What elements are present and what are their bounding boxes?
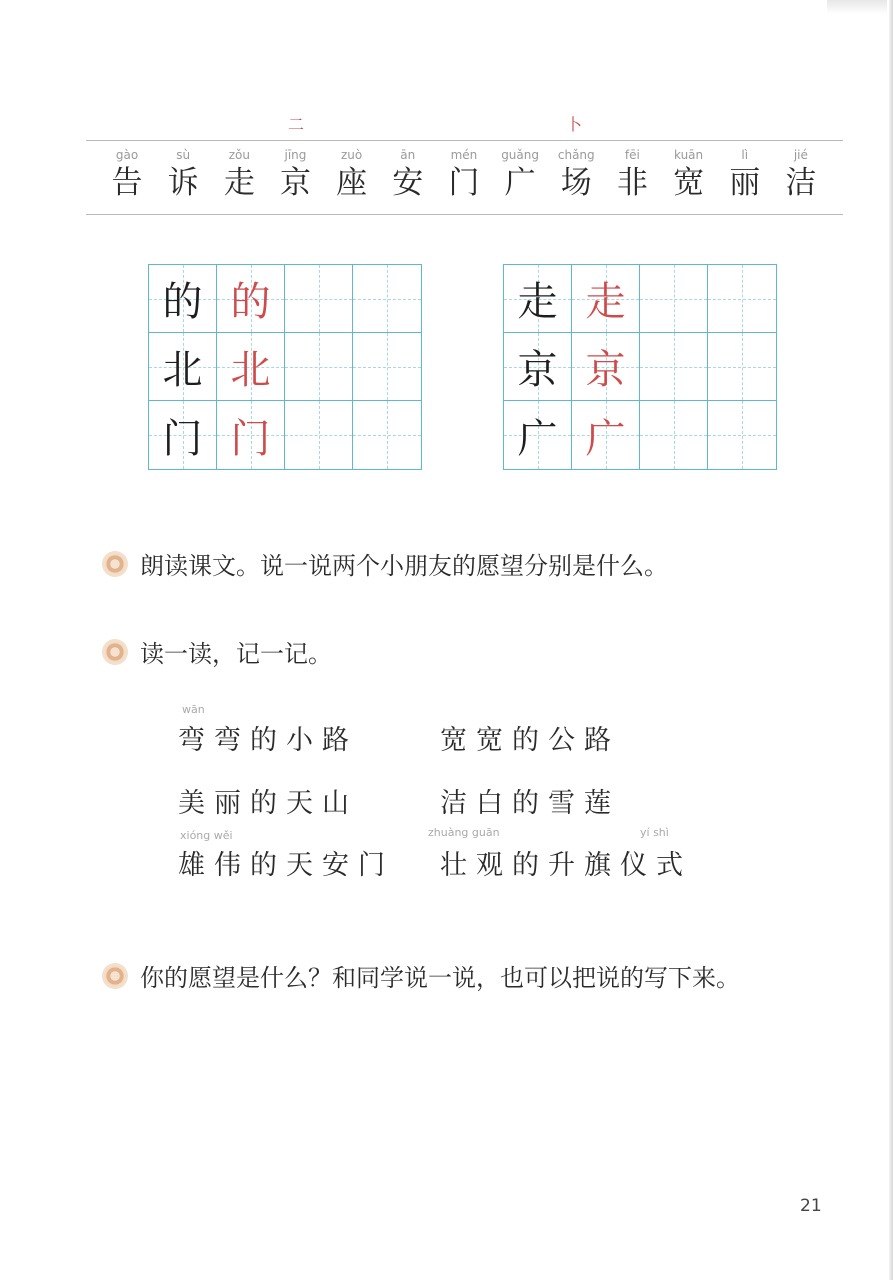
phrase-pinyin: yí shì	[640, 826, 669, 839]
task-2	[104, 634, 332, 669]
grid-cell-trace	[572, 265, 640, 333]
grid-cell-trace	[217, 265, 285, 333]
model-character: 北	[162, 347, 203, 393]
character-pinyin: kuān	[673, 148, 704, 162]
trace-character: 的	[230, 279, 271, 325]
character-hanzi: 告	[111, 165, 143, 201]
header-top-rule	[86, 140, 843, 141]
new-character	[609, 146, 655, 202]
character-pinyin: ān	[400, 148, 416, 162]
trace-character: 门	[230, 415, 271, 462]
character-hanzi: 广	[504, 165, 536, 201]
grid-cell-model	[504, 401, 572, 469]
writing-grid-right	[503, 264, 777, 470]
grid-cell-empty[interactable]	[640, 333, 708, 401]
character-pinyin: sù	[176, 148, 191, 162]
character-hanzi: 走	[223, 165, 255, 201]
new-character	[104, 146, 150, 202]
model-character: 门	[162, 415, 203, 462]
task-bullet-icon	[104, 641, 126, 663]
phrase: 美丽的天山	[178, 788, 358, 819]
model-character: 京	[517, 347, 558, 393]
new-character	[385, 146, 431, 202]
character-pinyin: zuò	[341, 148, 363, 162]
phrase: 雄伟的天安门	[178, 850, 394, 881]
character-hanzi: 场	[560, 165, 592, 201]
grid-cell-model	[149, 333, 217, 401]
phrase: 弯弯的小路	[178, 725, 358, 756]
header-mark: 二	[288, 115, 305, 134]
grid-cell-empty[interactable]	[640, 401, 708, 469]
phrase: 壮观的升旗仪式	[440, 850, 692, 881]
trace-character: 广	[585, 415, 626, 462]
new-character	[553, 146, 599, 202]
character-hanzi: 洁	[785, 165, 817, 201]
writing-grid-left	[148, 264, 422, 470]
new-character	[216, 146, 262, 202]
new-character	[497, 146, 543, 202]
model-character: 广	[517, 415, 558, 462]
task-1	[104, 546, 668, 581]
trace-character: 走	[585, 279, 626, 325]
grid-cell-empty[interactable]	[708, 333, 776, 401]
character-hanzi: 安	[392, 165, 424, 201]
header-bottom-rule	[86, 214, 843, 215]
grid-cell-empty[interactable]	[640, 265, 708, 333]
model-character: 的	[162, 279, 203, 325]
grid-cell-empty[interactable]	[708, 265, 776, 333]
new-character	[722, 146, 768, 202]
phrase: 宽宽的公路	[440, 725, 620, 756]
task-bullet-icon	[104, 553, 126, 575]
task-bullet-icon	[104, 965, 126, 987]
character-pinyin: jié	[793, 148, 808, 162]
phrase: 洁白的雪莲	[440, 788, 620, 819]
new-character	[329, 146, 375, 202]
character-pinyin: chǎng	[557, 148, 595, 162]
character-pinyin: gào	[115, 148, 139, 162]
phrase-pinyin: zhuàng guān	[428, 826, 500, 839]
grid-cell-trace	[217, 333, 285, 401]
header-mark: 卜	[566, 115, 583, 134]
grid-cell-trace	[217, 401, 285, 469]
trace-character: 北	[230, 347, 271, 393]
character-pinyin: jīng	[284, 148, 307, 162]
character-pinyin: zǒu	[228, 148, 250, 162]
grid-cell-empty[interactable]	[353, 265, 421, 333]
grid-cell-model	[149, 265, 217, 333]
page-edge	[889, 0, 893, 1280]
grid-cell-empty[interactable]	[353, 333, 421, 401]
grid-cell-empty[interactable]	[285, 265, 353, 333]
task-1-text: 朗读课文。说一说两个小朋友的愿望分别是什么。	[140, 552, 668, 580]
character-hanzi: 非	[616, 165, 648, 201]
new-character-list	[104, 146, 824, 202]
character-hanzi: 门	[448, 165, 480, 201]
task-3	[104, 958, 740, 993]
new-character	[441, 146, 487, 202]
grid-cell-model	[149, 401, 217, 469]
character-pinyin: lì	[741, 148, 749, 162]
trace-character: 京	[585, 347, 626, 393]
phrase-pinyin: wān	[182, 703, 205, 716]
character-pinyin: fēi	[624, 148, 640, 162]
new-character	[778, 146, 824, 202]
grid-cell-trace	[572, 333, 640, 401]
character-hanzi: 丽	[729, 165, 761, 201]
page-number: 21	[800, 1196, 822, 1216]
model-character: 走	[517, 279, 558, 325]
grid-cell-model	[504, 333, 572, 401]
character-hanzi: 座	[336, 165, 368, 201]
character-pinyin: mén	[450, 148, 478, 162]
new-character	[160, 146, 206, 202]
character-pinyin: guǎng	[501, 148, 539, 162]
grid-cell-empty[interactable]	[708, 401, 776, 469]
new-character	[272, 146, 318, 202]
grid-cell-model	[504, 265, 572, 333]
grid-cell-trace	[572, 401, 640, 469]
grid-cell-empty[interactable]	[285, 401, 353, 469]
corner-mark	[827, 0, 887, 14]
character-hanzi: 诉	[167, 165, 199, 201]
character-hanzi: 京	[279, 165, 311, 201]
grid-cell-empty[interactable]	[285, 333, 353, 401]
new-character	[666, 146, 712, 202]
task-3-text: 你的愿望是什么？和同学说一说，也可以把说的写下来。	[140, 964, 740, 992]
phrase-pinyin: xióng wěi	[180, 829, 233, 842]
task-2-text: 读一读，记一记。	[140, 640, 332, 668]
grid-cell-empty[interactable]	[353, 401, 421, 469]
character-hanzi: 宽	[673, 165, 705, 201]
